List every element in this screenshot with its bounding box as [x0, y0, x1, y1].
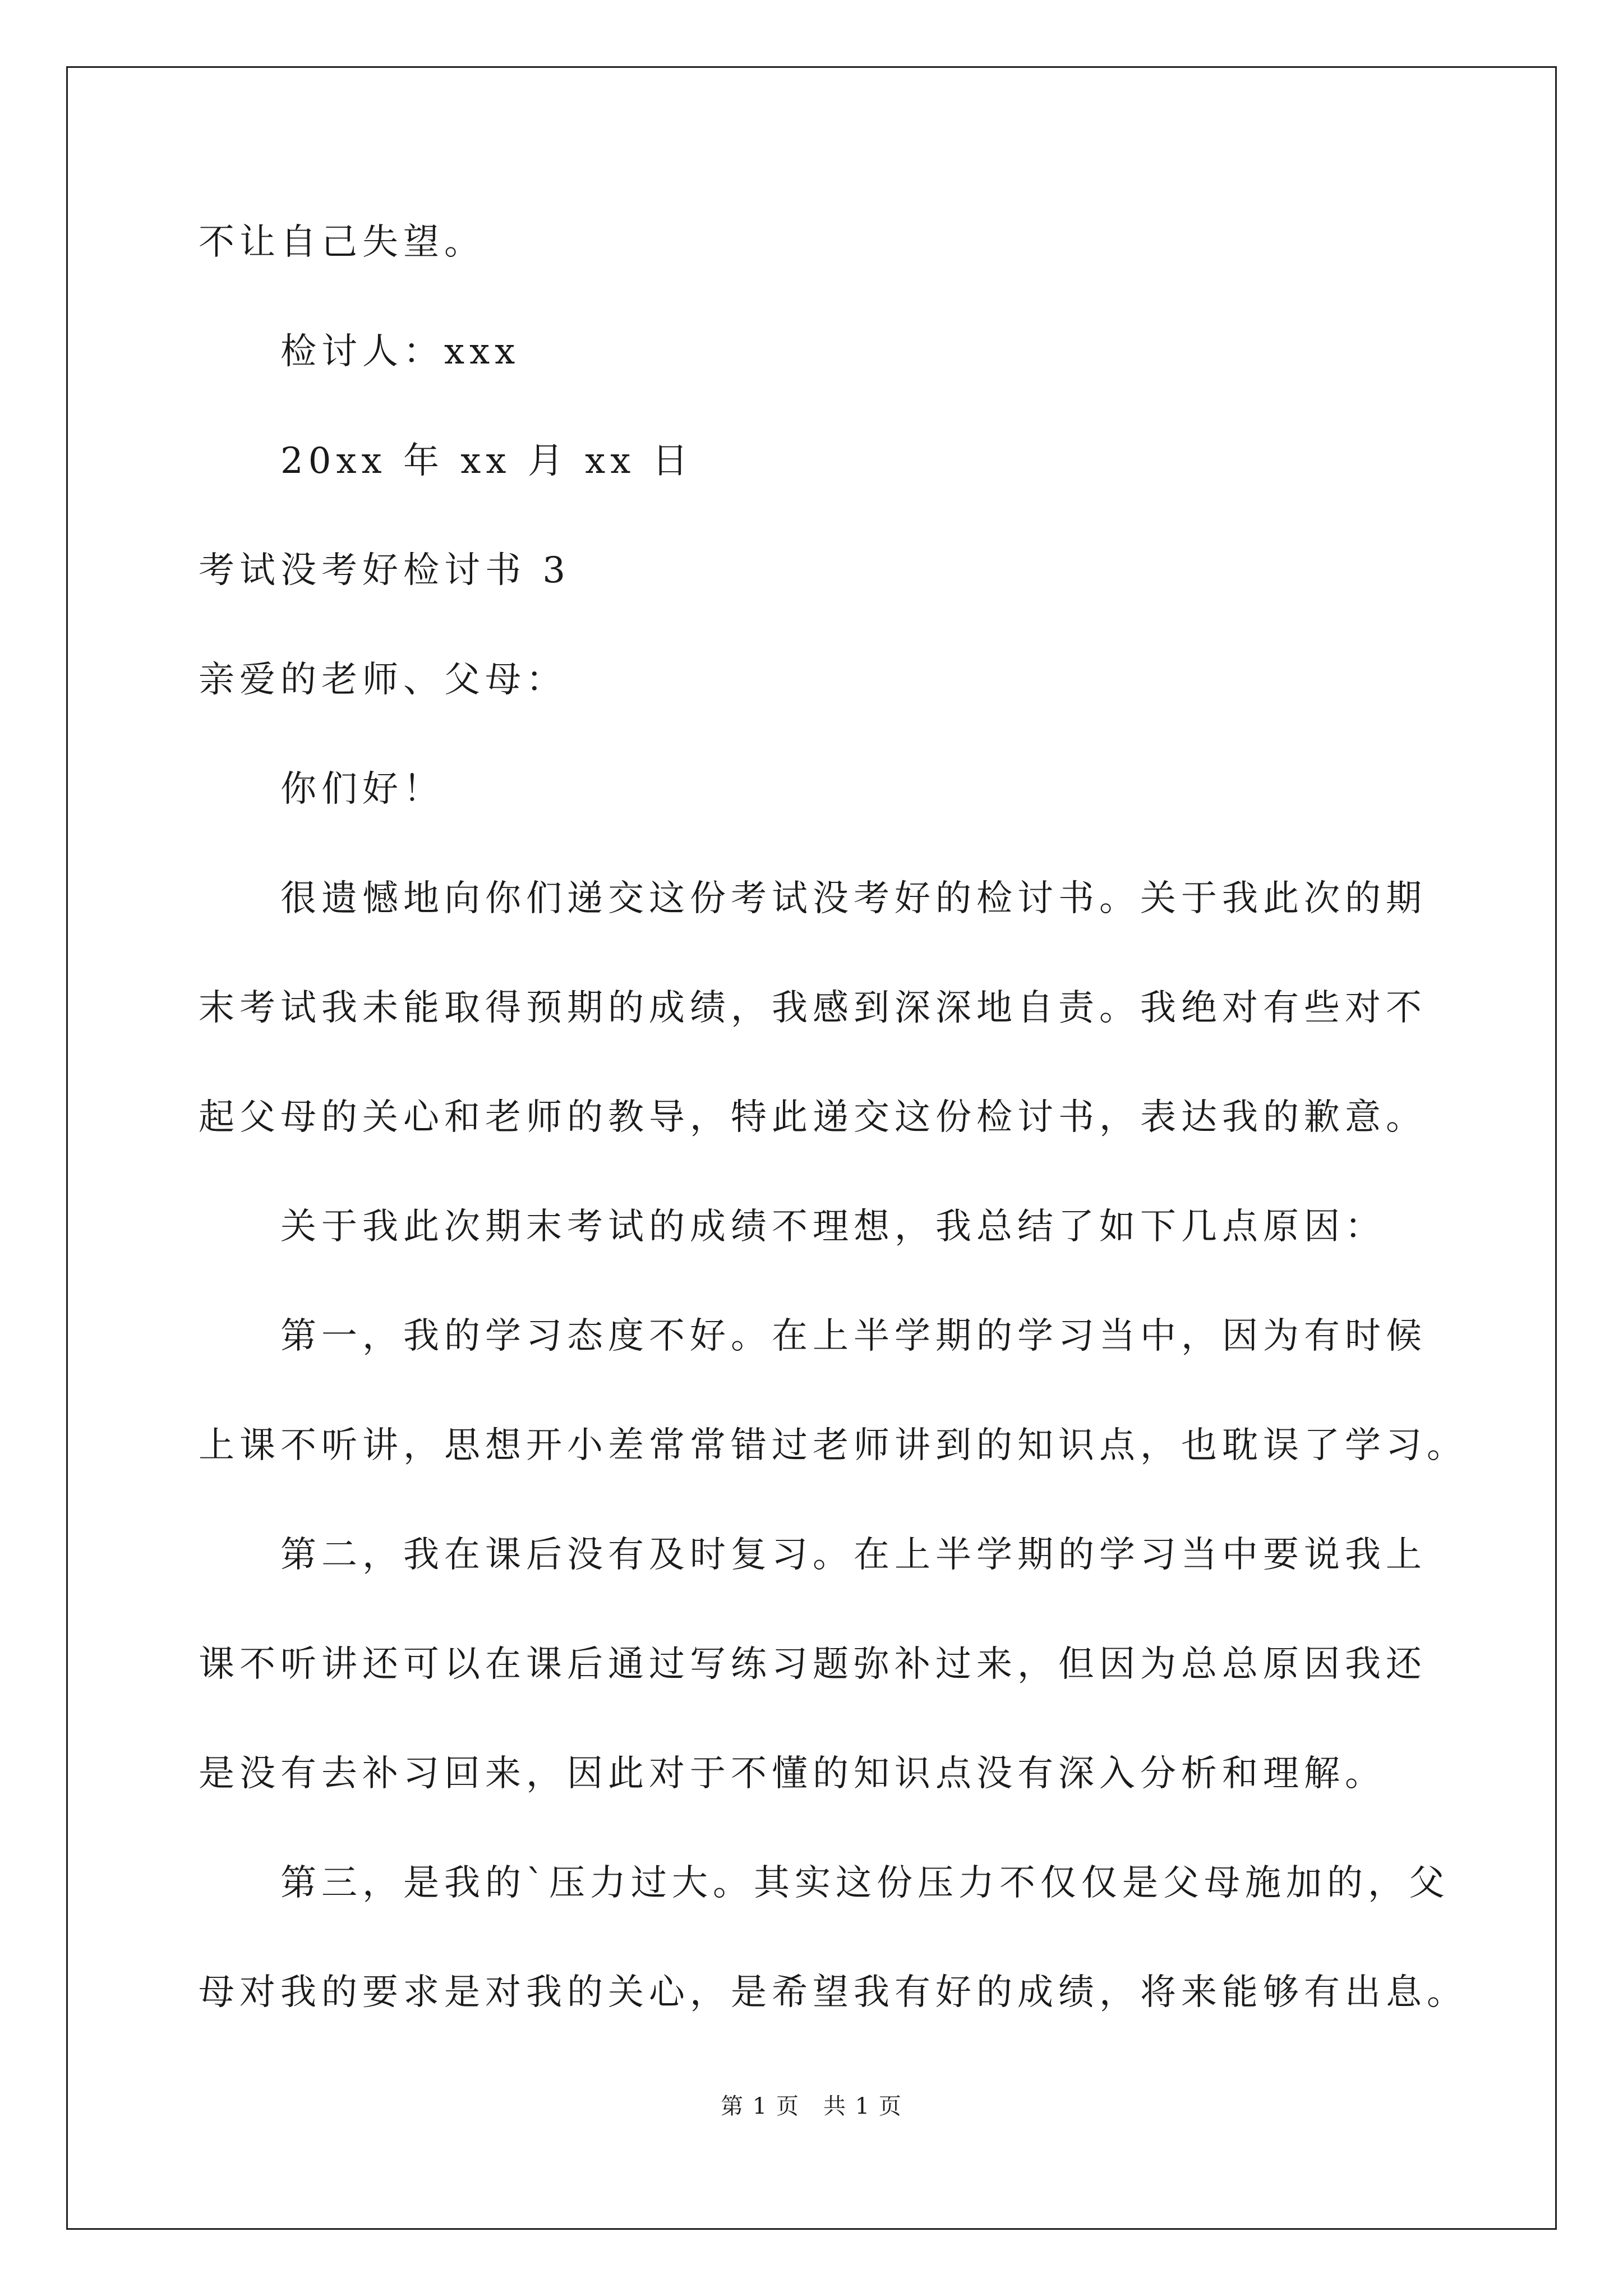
text-line: 是没有去补习回来，因此对于不懂的知识点没有深入分析和理解。: [199, 1753, 1386, 1795]
page-border: [66, 66, 1557, 2230]
text-line: 第二，我在课后没有及时复习。在上半学期的学习当中要说我上: [280, 1534, 1427, 1576]
text-line: 起父母的关心和老师的教导，特此递交这份检讨书，表达我的歉意。: [199, 1097, 1427, 1138]
section-title: 考试没考好检讨书 3: [199, 550, 571, 591]
text-line: 第三，是我的`压力过大。其实这份压力不仅仅是父母施加的，父: [280, 1862, 1450, 1904]
text-line: 不让自己失望。: [199, 222, 485, 263]
text-line: 母对我的要求是对我的关心，是希望我有好的成绩，将来能够有出息。: [199, 1972, 1468, 2013]
text-line: 末考试我未能取得预期的成绩，我感到深深地自责。我绝对有些对不: [199, 987, 1427, 1029]
date-line: 20xx 年 xx 月 xx 日: [280, 440, 693, 482]
text-line: 第一，我的学习态度不好。在上半学期的学习当中，因为有时候: [280, 1315, 1427, 1357]
signer-line: 检讨人：xxx: [280, 331, 520, 372]
text-line: 上课不听讲，思想开小差常常错过老师讲到的知识点，也耽误了学习。: [199, 1425, 1468, 1466]
text-line: 很遗憾地向你们递交这份考试没考好的检讨书。关于我此次的期: [280, 878, 1427, 919]
page-number-footer: 第 1 页 共 1 页: [721, 2093, 902, 2119]
text-line: 关于我此次期末考试的成绩不理想，我总结了如下几点原因：: [280, 1206, 1386, 1248]
text-line: 课不听讲还可以在课后通过写练习题弥补过来，但因为总总原因我还: [199, 1644, 1427, 1685]
greeting: 你们好！: [280, 769, 444, 810]
salutation: 亲爱的老师、父母：: [199, 659, 567, 701]
